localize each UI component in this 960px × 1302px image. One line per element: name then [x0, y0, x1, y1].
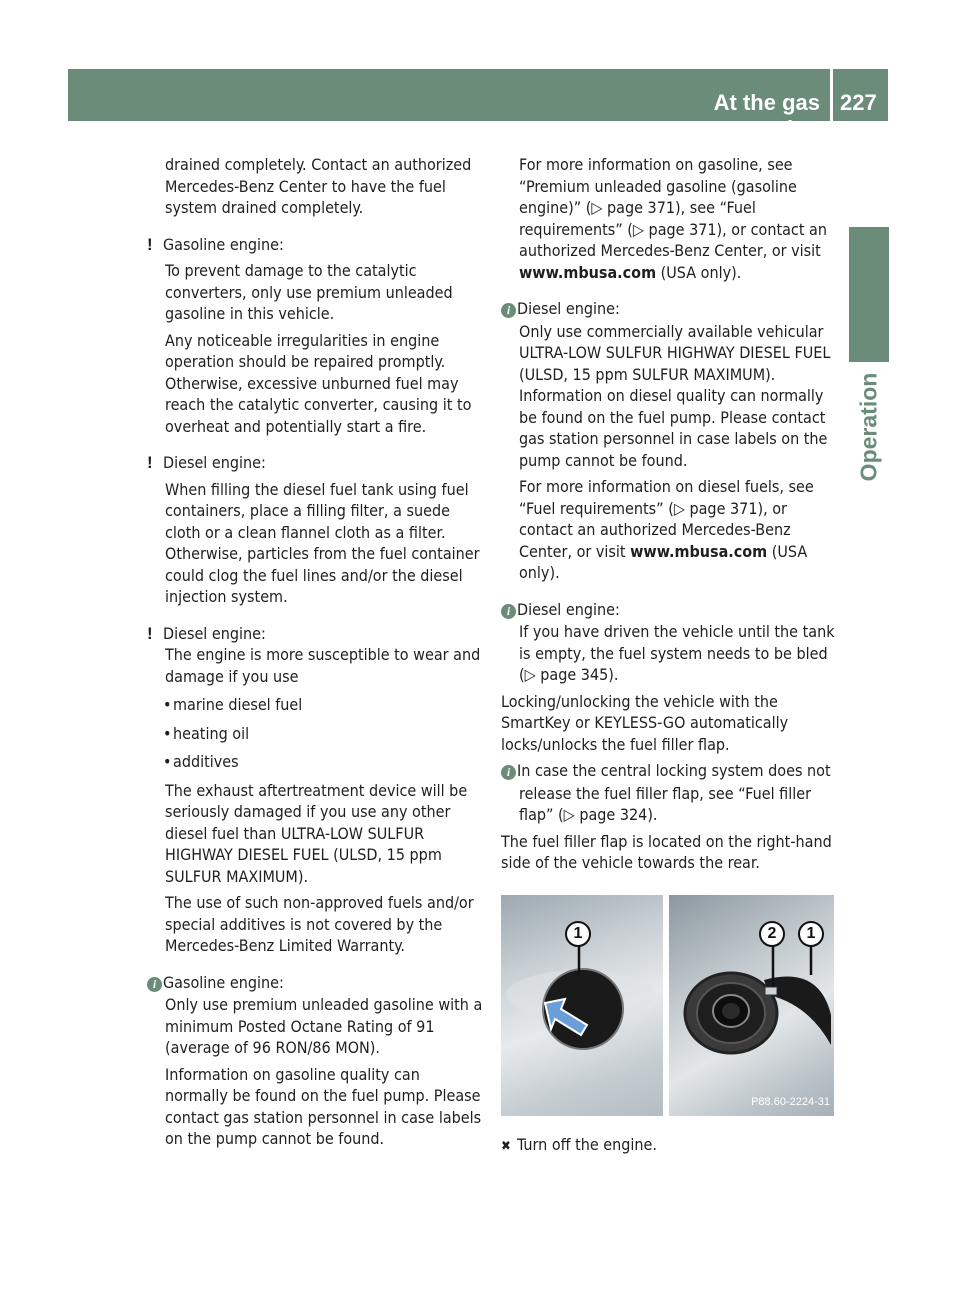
locking-paragraph: Locking/unlocking the vehicle with the SmartKey or KEYLESS-GO automatically locks/unlocks the fuel filler flap.	[501, 691, 789, 754]
list-item: •heating oil	[163, 723, 250, 743]
website-link[interactable]: www.mbusa.com	[519, 262, 657, 282]
warning-gasoline-heading: ! Gasoline engine:	[147, 234, 284, 254]
info-circle-icon: i	[501, 765, 516, 780]
info-diesel-text-2: For more information on diesel fuels, see “Fuel requirements” (▷ page 371), or contact an authorized Mercedes-Benz Center, or visit www.mbusa.com (USA only).	[519, 477, 814, 582]
chapter-label: Operation	[855, 372, 882, 482]
info-circle-icon: i	[147, 977, 162, 992]
info-central-locking: i In case the central locking system does not release the fuel filler flap, see “Fuel filler flap” (▷ page 324).	[501, 760, 835, 826]
callout-marker: 1	[565, 921, 591, 947]
warning-diesel-2-heading: ! Diesel engine:	[147, 623, 266, 643]
page-reference[interactable]: ▷ page 345	[524, 665, 609, 684]
section-title: At the gas station	[713, 90, 820, 141]
warning-diesel-heading: ! Diesel engine:	[147, 453, 266, 472]
bullet-icon: •	[163, 752, 172, 771]
info-diesel-heading: i Diesel engine:	[501, 298, 835, 321]
page-reference[interactable]: ▷ page 371	[673, 498, 758, 518]
warning-diesel-2-text-1: The engine is more susceptible to wear and damage if you use	[165, 645, 481, 686]
arrow-right-icon: ✖	[501, 1139, 511, 1154]
page-number: 227	[840, 90, 877, 115]
warning-gasoline-text-2: Any noticeable irregularities in engine operation should be repaired promptly. Otherwise, excessive unburned fuel may reach the catalytic converter, causing it to overheat and potentially start a fire.	[165, 330, 472, 436]
callout-marker: 1	[798, 921, 824, 947]
info-gasoline-text-1: Only use premium unleaded gasoline with a minimum Posted Octane Rating of 91 (average of 96 RON/86 MON).	[165, 995, 483, 1057]
callout-marker: 2	[759, 921, 785, 947]
warning-diesel-text: When filling the diesel fuel tank using fuel containers, place a filling filter, a suede cloth or a clean flannel cloth as a filter. Otherwise, particles from the fuel container could clog the fuel lines and/or the diesel injection system.	[165, 479, 480, 606]
website-link[interactable]: www.mbusa.com	[630, 541, 768, 561]
info-circle-icon: i	[501, 604, 516, 619]
figure-panel-open-flap	[669, 895, 834, 1116]
step-item: ✖ Turn off the engine.	[501, 1134, 835, 1158]
step-list	[501, 1134, 835, 1163]
page-reference[interactable]: ▷ page 371	[591, 198, 676, 217]
page-reference[interactable]: ▷ page 371	[632, 219, 717, 239]
info-gasoline-continued: For more information on gasoline, see “Premium unleaded gasoline (gasoline engine)” (▷ page 371), see “Fuel requirements” (▷ page 371), or contact an authorized Mercedes-Benz Center, or visit www.mbusa.com (USA only).	[519, 155, 827, 282]
info-diesel-bleed-text: If you have driven the vehicle until the tank is empty, the fuel system needs to be bled (▷ page 345).	[519, 622, 835, 684]
header-divider	[830, 69, 833, 121]
bullet-icon: •	[163, 723, 172, 743]
warning-diesel-2-text-3: The use of such non-approved fuels and/or special additives is not covered by the Mercedes-Benz Limited Warranty.	[165, 893, 474, 955]
left-column	[147, 154, 483, 1155]
info-diesel-bleed-heading: i Diesel engine:	[501, 599, 835, 622]
bullet-icon: •	[163, 695, 172, 714]
exclamation-mark-icon: !	[147, 453, 153, 472]
page-reference[interactable]: ▷ page 324	[563, 805, 648, 824]
figure-code: P88.60-2224-31	[751, 1096, 830, 1108]
exclamation-mark-icon: !	[147, 234, 153, 254]
figure-panel-closed-flap	[501, 895, 663, 1116]
right-column	[501, 154, 835, 879]
list-item: •additives	[163, 752, 239, 771]
intro-paragraph: drained completely. Contact an authorized Mercedes-Benz Center to have the fuel system drained completely.	[165, 155, 472, 217]
chapter-tab	[849, 227, 889, 362]
info-circle-icon: i	[501, 303, 516, 318]
exclamation-mark-icon: !	[147, 623, 153, 643]
fuel-filler-flap-figure	[501, 895, 834, 1116]
warning-gasoline-text-1: To prevent damage to the catalytic converters, only use premium unleaded gasoline in this vehicle.	[165, 261, 453, 323]
info-gasoline-heading: i Gasoline engine:	[147, 972, 483, 995]
info-gasoline-text-2: Information on gasoline quality can normally be found on the fuel pump. Please contact gas station personnel in case labels on the pump cannot be found.	[165, 1064, 482, 1148]
list-item: •marine diesel fuel	[163, 695, 303, 714]
info-diesel-text-1: Only use commercially available vehicular ULTRA-LOW SULFUR HIGHWAY DIESEL FUEL (ULSD, 15 ppm SULFUR MAXIMUM). Information on diesel quality can normally be found on the fuel pump. Please contact gas station personnel in case labels on the pump cannot be found.	[519, 321, 831, 470]
warning-diesel-2-text-2: The exhaust aftertreatment device will be seriously damaged if you use any other diesel fuel than ULTRA-LOW SULFUR HIGHWAY DIESEL FUEL (ULSD, 15 ppm SULFUR MAXIMUM).	[165, 780, 468, 886]
filler-flap-location: The fuel filler flap is located on the right-hand side of the vehicle towards the rear.	[501, 831, 832, 872]
